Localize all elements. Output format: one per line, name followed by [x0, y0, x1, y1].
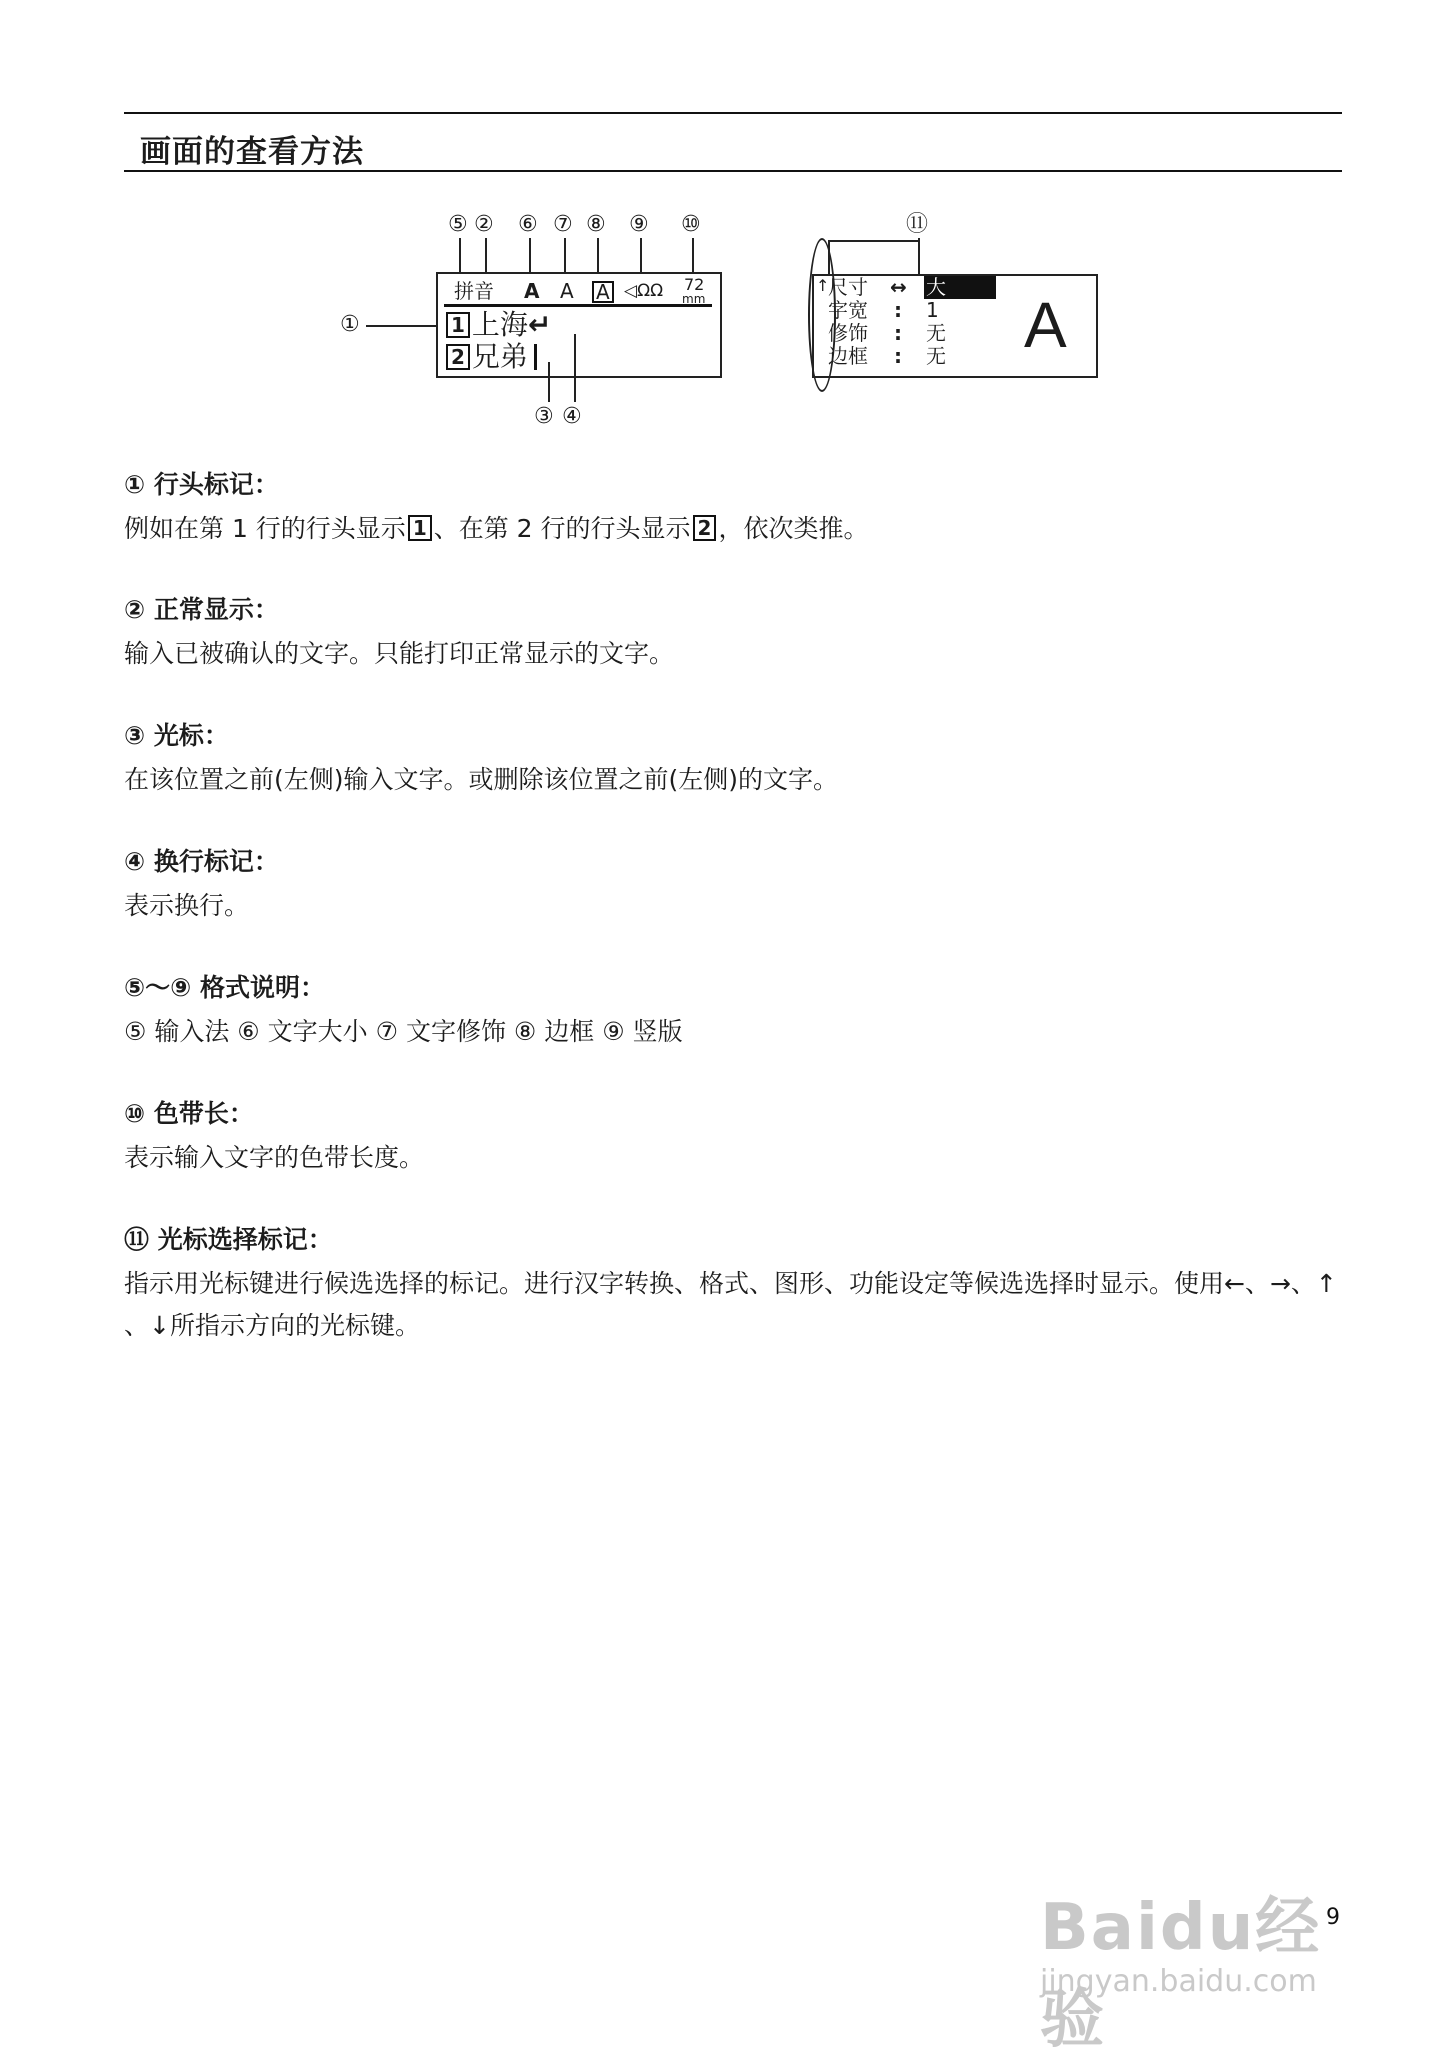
leader-4 [574, 334, 576, 402]
up-arrow-icon: ↑ [816, 276, 830, 295]
callout-6: ⑥ [518, 212, 538, 237]
callout-4: ④ [562, 404, 582, 429]
lcd-main-screen [436, 272, 722, 378]
lcd-menu-screen [812, 274, 1098, 378]
callout-2: ② [474, 212, 494, 237]
menu-row-value: 无 [926, 321, 946, 345]
menu-rows [828, 276, 1008, 368]
item-text: ⑤ 输入法 ⑥ 文字大小 ⑦ 文字修饰 ⑧ 边框 ⑨ 竖版 [124, 1017, 683, 1046]
line-1-text: 上海 [471, 308, 528, 341]
menu-row [828, 299, 1008, 322]
item-cursor [124, 719, 1342, 801]
item-text: 例如在第 1 行的行头显示 1 、在第 2 行的行头显示 2 ，依次类推。 [124, 514, 869, 543]
watermark-url: jingyan.baidu.com [1040, 1964, 1317, 1999]
callout-10: ⑩ [681, 212, 701, 237]
section-title: 画面的查看方法 [140, 134, 364, 170]
tape-length-value: 72 [684, 275, 705, 294]
line-2-text: 兄弟 [471, 340, 528, 373]
callout-7: ⑦ [553, 212, 573, 237]
item-text: 在该位置之前(左侧)输入文字。或删除该位置之前(左侧)的文字。 [124, 765, 839, 794]
menu-row-label: 尺寸 [828, 275, 868, 299]
callout-5: ⑤ [448, 212, 468, 237]
tape-length-unit: mm [682, 292, 706, 306]
item-line-head-mark [124, 468, 1342, 550]
lcd-line-2 [444, 342, 537, 372]
callout-3: ③ [534, 404, 554, 429]
watermark-brand: Baidu经验 [1040, 1891, 1322, 2057]
leader-11-bar [828, 240, 918, 242]
callout-8: ⑧ [586, 212, 606, 237]
callout-11: ⑪ [906, 212, 929, 237]
menu-row-label: 边框 [828, 344, 868, 368]
line-1-head-mark: 1 [446, 312, 470, 338]
menu-row-value-selected: 大 [924, 276, 996, 299]
item-text: 指示用光标键进行候选选择的标记。进行汉字转换、格式、图形、功能设定等候选选择时显示。使用←、→、↑ 、↓所指示方向的光标键。 [124, 1269, 1337, 1340]
item-title: ⑪ 光标选择标记： [124, 1225, 333, 1254]
menu-row-colon: : [894, 298, 902, 322]
item-title: ④ 换行标记： [124, 847, 279, 876]
menu-row-colon: : [894, 321, 902, 345]
menu-row-label: 修饰 [828, 321, 868, 345]
line-2-mark-icon: 2 [693, 515, 717, 541]
leader-11 [918, 238, 920, 276]
item-title: ③ 光标： [124, 721, 229, 750]
leader-3 [548, 362, 550, 402]
menu-row-label: 字宽 [828, 298, 868, 322]
line-1-mark-icon: 1 [408, 515, 432, 541]
item-title: ② 正常显示： [124, 595, 279, 624]
menu-row-value: 1 [926, 298, 939, 322]
item-format-description [124, 971, 1342, 1053]
menu-row [828, 345, 1008, 368]
vertical-icon: ◁ΩΩ [624, 281, 664, 301]
input-method-label: 拼音 [454, 279, 494, 303]
item-title: ① 行头标记： [124, 470, 279, 499]
lcd-line-1 [444, 310, 551, 340]
preview-letter: A [1024, 289, 1067, 361]
leader-1 [366, 325, 440, 327]
callout-1: ① [340, 312, 360, 337]
callout-9: ⑨ [629, 212, 649, 237]
newline-mark-icon: ↵ [527, 308, 552, 341]
baidu-watermark [1020, 1840, 1380, 2057]
menu-row-value: 无 [926, 344, 946, 368]
lcd-status-bar [444, 275, 712, 307]
item-normal-display [124, 593, 1342, 675]
border-icon: A [592, 281, 614, 303]
item-text: 输入已被确认的文字。只能打印正常显示的文字。 [124, 639, 675, 668]
text-size-icon: A [524, 279, 540, 303]
item-text: 表示输入文字的色带长度。 [124, 1143, 425, 1172]
menu-row-colon: : [894, 344, 902, 368]
menu-row [828, 276, 1008, 299]
item-text: 表示换行。 [124, 891, 250, 920]
item-cursor-selection-mark [124, 1223, 1342, 1347]
item-title: ⑩ 色带长： [124, 1099, 254, 1128]
title-rule [124, 170, 1342, 172]
select-arrow-icon: ↔ [890, 275, 907, 299]
item-tape-length [124, 1097, 1342, 1179]
item-title: ⑤～⑨ 格式说明： [124, 973, 326, 1002]
line-2-head-mark: 2 [446, 344, 470, 370]
page-number: 9 [1326, 1905, 1340, 1930]
top-rule [124, 112, 1342, 114]
cursor-bar [534, 344, 537, 370]
decoration-icon: A [560, 279, 574, 303]
menu-row [828, 322, 1008, 345]
item-newline-mark [124, 845, 1342, 927]
